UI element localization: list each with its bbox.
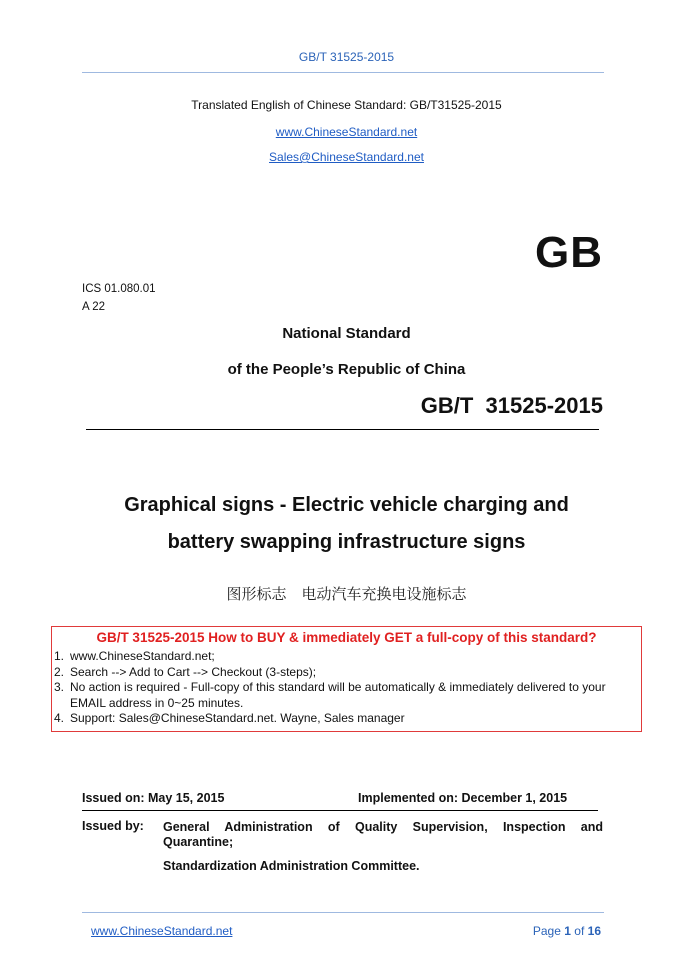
list-item — [54, 680, 640, 711]
title-line-2: battery swapping infrastructure signs — [167, 531, 526, 553]
list-number: 4. — [54, 711, 65, 725]
footer-divider — [82, 912, 604, 913]
title-line-1: Graphical signs - Electric vehicle charging and — [124, 494, 569, 516]
website-link-row — [0, 123, 693, 141]
website-link[interactable]: www.ChineseStandard.net — [275, 125, 418, 139]
list-number: 2. — [54, 664, 65, 679]
email-link[interactable]: Sales@ChineseStandard.net — [269, 150, 424, 164]
implemented-on-date: Implemented on: December 1, 2015 — [358, 791, 568, 805]
page-of: of — [574, 924, 585, 938]
list-text: Support: Sales@ChineseStandard.net. Wayne, Sales manager — [70, 711, 405, 725]
chinese-title: 图形标志 电动汽车充换电设施标志 — [226, 585, 467, 603]
standard-number: GB/T 31525-2015 — [420, 393, 603, 418]
footer-website-link[interactable]: www.ChineseStandard.net — [91, 924, 233, 938]
class-code: A 22 — [82, 301, 106, 313]
list-text: www.ChineseStandard.net; — [70, 649, 215, 663]
title-divider — [86, 429, 599, 430]
list-item — [54, 711, 640, 727]
issued-by-line-2: Quarantine; — [163, 835, 234, 849]
header-divider — [82, 72, 604, 73]
country-label: of the People’s Republic of China — [227, 361, 466, 378]
list-number: 1. — [54, 649, 65, 663]
list-text: No action is required - Full-copy of this standard will be automatically & immediately delivered to your EMAIL address in 0~25 minutes. — [70, 680, 606, 710]
gb-mark: GB — [535, 228, 603, 277]
page-label: Page — [532, 924, 561, 938]
ics-code: ICS 01.080.01 — [82, 283, 156, 295]
list-number: 3. — [54, 680, 65, 694]
header-standard-code: GB/T 31525-2015 — [298, 50, 395, 64]
list-item — [54, 649, 640, 665]
national-standard-label: National Standard — [282, 325, 411, 342]
issued-on-date: Issued on: May 15, 2015 — [82, 791, 225, 805]
issue-divider — [82, 810, 598, 811]
issued-by-line-1: General Administration of Quality Supervision, Inspection and — [163, 820, 603, 834]
email-link-row — [0, 148, 693, 166]
page-current: 1 — [564, 924, 571, 938]
issued-by-label: Issued by: — [82, 819, 144, 833]
buy-heading: GB/T 31525-2015 How to BUY & immediately GET a full-copy of this standard? — [96, 630, 597, 645]
issued-by-line-3: Standardization Administration Committee. — [163, 859, 420, 873]
page-indicator — [533, 924, 601, 938]
buy-steps-list — [54, 649, 640, 727]
buy-instructions-box — [51, 626, 642, 732]
list-text: Search --> Add to Cart --> Checkout (3-steps); — [70, 664, 317, 679]
translation-note: Translated English of Chinese Standard: GB/T31525-2015 — [191, 98, 502, 112]
list-item — [54, 665, 640, 681]
page-total: 16 — [587, 924, 601, 938]
